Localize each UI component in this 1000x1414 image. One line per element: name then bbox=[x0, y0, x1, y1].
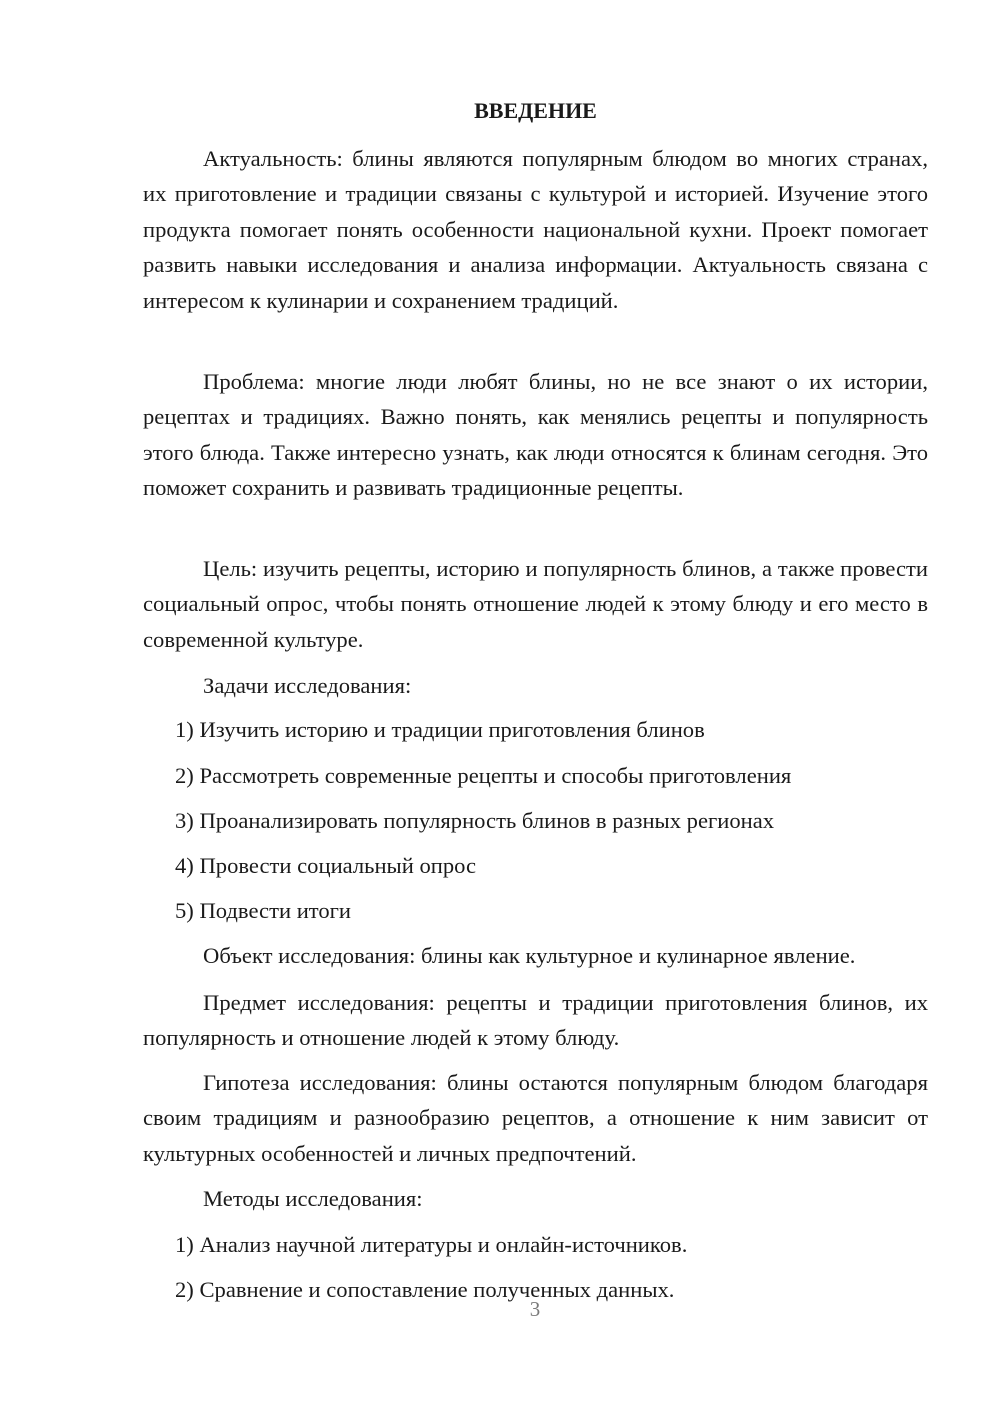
goal-paragraph: Цель: изучить рецепты, историю и популярность блинов, а также провести социальный опрос, чтобы понять отношение людей к этому блюду и его место в современной культуре. bbox=[143, 556, 928, 652]
tasks-heading: Задачи исследования: bbox=[203, 673, 412, 698]
page-title: ВВЕДЕНИЕ bbox=[474, 98, 597, 123]
task-item: 4) Провести социальный опрос bbox=[175, 853, 477, 878]
object-paragraph: Объект исследования: блины как культурное и кулинарное явление. bbox=[203, 943, 856, 968]
page-number: 3 bbox=[529, 1297, 541, 1321]
task-item: 2) Рассмотреть современные рецепты и способы приготовления bbox=[175, 763, 792, 788]
task-item: 5) Подвести итоги bbox=[175, 898, 352, 923]
task-item: 1) Изучить историю и традиции приготовления блинов bbox=[175, 717, 705, 742]
method-item: 2) Сравнение и сопоставление полученных данных. bbox=[175, 1277, 675, 1302]
methods-heading: Методы исследования: bbox=[203, 1186, 423, 1211]
method-item: 1) Анализ научной литературы и онлайн-источников. bbox=[175, 1232, 688, 1257]
relevance-paragraph: Актуальность: блины являются популярным блюдом во многих странах, их приготовление и традиции связаны с культурой и историей. Изучение этого продукта помогает понять особенности национальной кухни. Проект помогает развить навыки исследования и анализа информации. Актуальность связана с интересом к кулинарии и сохранением традиций. bbox=[143, 146, 928, 313]
problem-paragraph: Проблема: многие люди любят блины, но не все знают о их истории, рецептах и традициях. Важно понять, как менялись рецепты и популярность этого блюда. Также интересно узнать, как люди относятся к блинам сегодня. Это поможет сохранить и развивать традиционные рецепты. bbox=[143, 369, 928, 501]
hypothesis-paragraph: Гипотеза исследования: блины остаются популярным блюдом благодаря своим традициям и разнообразию рецептов, а отношение к ним зависит от культурных особенностей и личных предпочтений. bbox=[143, 1070, 928, 1166]
subject-paragraph: Предмет исследования: рецепты и традиции приготовления блинов, их популярность и отношение людей к этому блюду. bbox=[143, 990, 928, 1051]
task-item: 3) Проанализировать популярность блинов в разных регионах bbox=[175, 808, 775, 833]
